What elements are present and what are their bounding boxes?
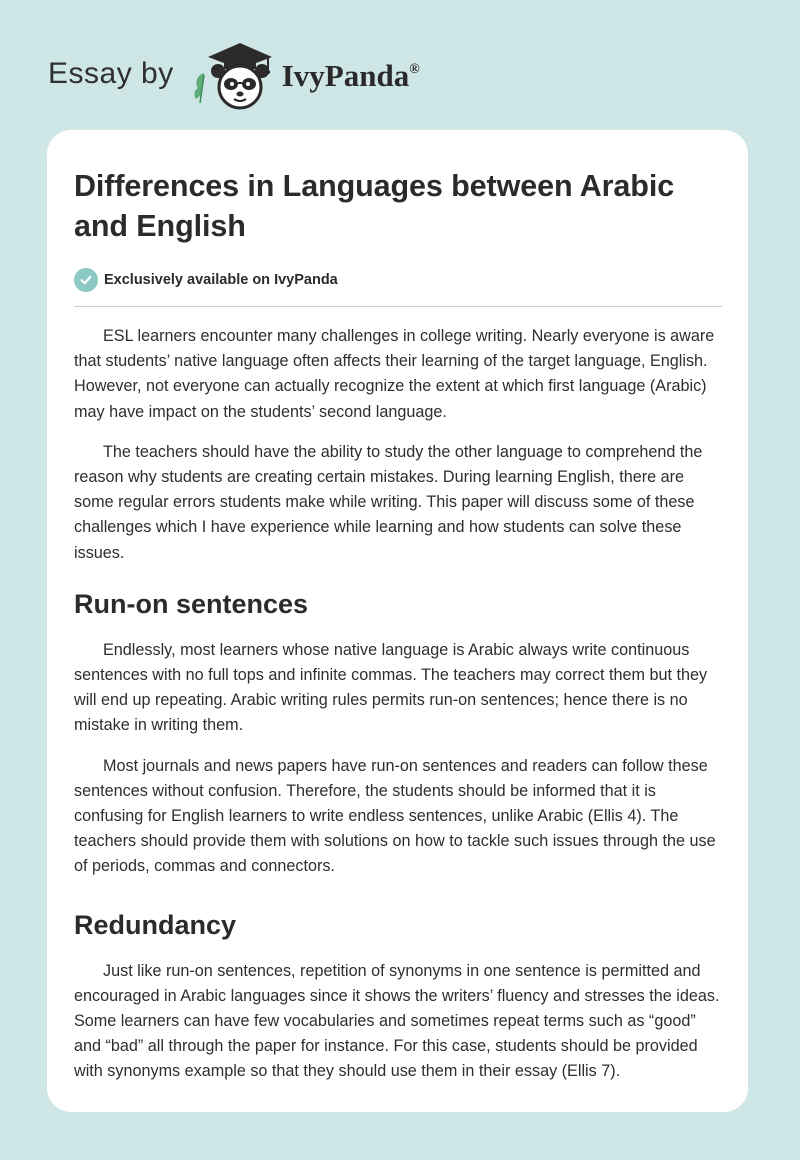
paragraph: ESL learners encounter many challenges in college writing. Nearly everyone is aware that students’ native language often affects their learning of the target language, English. However, not everyone can actually recognize the extent at which first language (Arabic) may have impact on the students’ second language.: [74, 327, 715, 421]
paragraph: Just like run-on sentences, repetition of synonyms in one sentence is permitted and encouraged in Arabic languages since it shows the writers’ fluency and stresses the ideas. Some learners can have few vocabularies and sometimes repeat terms such as “good” and “bad” all through the paper for instance. For this case, students should be provided with synonyms example so that they should use them in their essay (Ellis 7).: [74, 961, 720, 1081]
section-heading: Redundancy: [74, 909, 237, 940]
panda-logo-icon[interactable]: [190, 37, 274, 111]
site-header: [48, 34, 420, 114]
paragraph: Most journals and news papers have run-on sentences and readers can follow these sentences without confusion. Therefore, the students should be informed that it is confusing for English learners to write endless sentences, unlike Arabic (Ellis 4). The teachers should provide them with solutions on how to tackle such issues through the use of periods, commas and connectors.: [74, 756, 716, 876]
brand-name[interactable]: [282, 58, 420, 94]
essay-title: Differences in Languages between Arabic and English: [74, 169, 675, 243]
essay-card: [47, 130, 748, 1112]
brand-text[interactable]: IvyPanda: [281, 58, 410, 93]
paragraph: The teachers should have the ability to study the other language to comprehend the reason why students are creating certain mistakes. During learning English, there are some regular errors students make while writing. This paper will discuss some of these challenges which I have experience while learning and how students can solve these issues.: [74, 442, 703, 562]
checkmark-icon: [74, 268, 98, 292]
section-heading: Run-on sentences: [74, 588, 309, 619]
paragraph: Endlessly, most learners whose native language is Arabic always write continuous sentences with no full tops and infinite commas. The teachers may correct them but they will end up repeating. Arabic writing rules permits run-on sentences; hence there is no mistake in writing them.: [74, 640, 708, 735]
exclusive-badge: [74, 268, 722, 307]
exclusive-label: Exclusively available on IvyPanda: [104, 272, 338, 288]
registered-mark: ®: [409, 61, 420, 77]
essay-by-label: Essay by: [48, 57, 174, 90]
essay-body: [74, 324, 722, 1085]
